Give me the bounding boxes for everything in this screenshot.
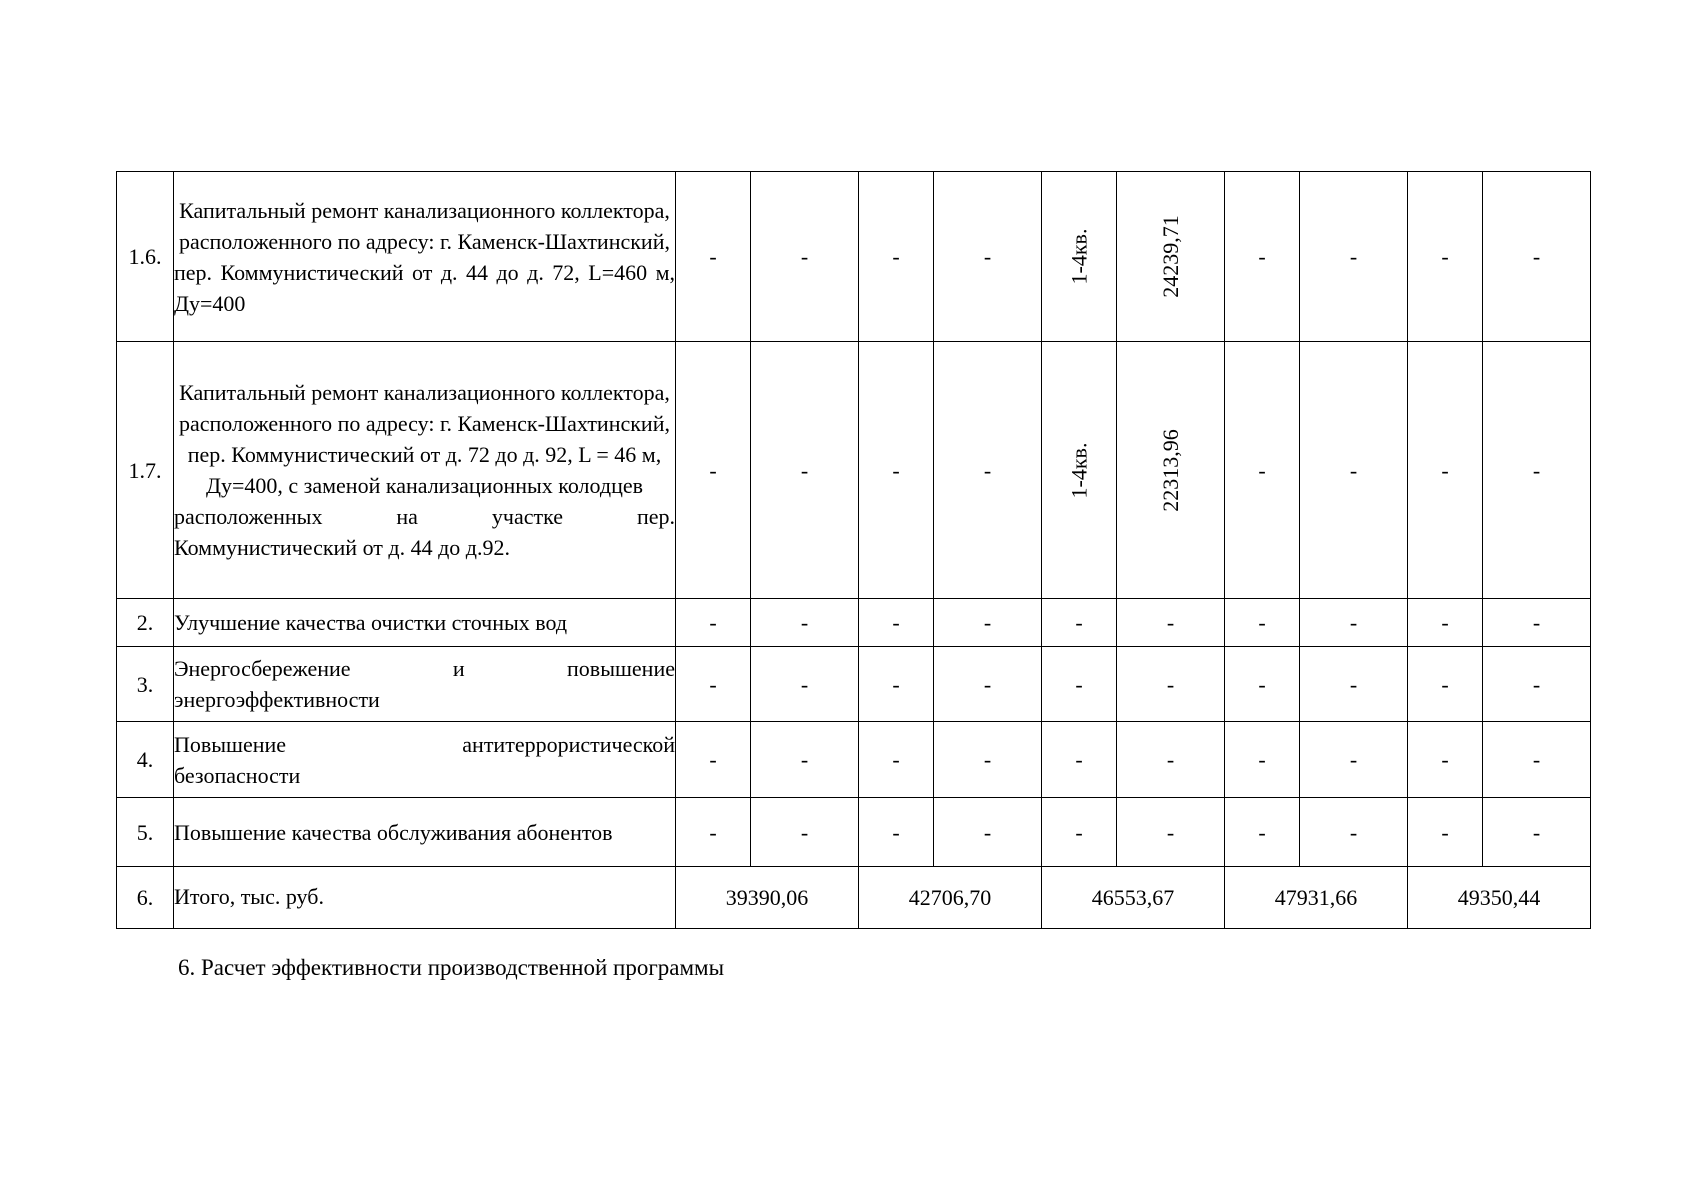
cell: - (934, 647, 1042, 722)
total-label: Итого, тыс. руб. (174, 867, 676, 929)
cell: - (859, 647, 934, 722)
cell: - (676, 599, 751, 647)
row-number: 4. (117, 722, 174, 798)
cell: - (1117, 647, 1225, 722)
cell: - (1483, 172, 1591, 342)
total-value: 42706,70 (859, 867, 1042, 929)
cell: - (751, 172, 859, 342)
cell: - (1117, 798, 1225, 867)
row-description: Капитальный ремонт канализационного коллектора, расположенного по адресу: г. Каменск-Шахтинский, пер. Коммунистический от д. 44 до д. 72, L=460 м, Ду=400 (174, 172, 676, 342)
cell: - (751, 722, 859, 798)
cell: - (1225, 172, 1300, 342)
program-table (116, 171, 1591, 929)
cell: - (1042, 647, 1117, 722)
table-row (117, 342, 1591, 599)
cell: - (934, 342, 1042, 599)
cell: - (1483, 342, 1591, 599)
cell: - (934, 722, 1042, 798)
cell: - (1225, 798, 1300, 867)
cell: - (676, 722, 751, 798)
cell-amount: 24239,71 (1117, 172, 1225, 342)
total-value: 49350,44 (1408, 867, 1591, 929)
cell: - (676, 647, 751, 722)
cell: - (1300, 722, 1408, 798)
cell: - (859, 342, 934, 599)
cell: - (859, 172, 934, 342)
cell: - (1117, 599, 1225, 647)
row-description: Повышение качества обслуживания абонентов (174, 798, 676, 867)
cell: - (1300, 647, 1408, 722)
total-value: 39390,06 (676, 867, 859, 929)
cell: - (1483, 599, 1591, 647)
row-number: 1.6. (117, 172, 174, 342)
cell: - (676, 798, 751, 867)
row-number: 2. (117, 599, 174, 647)
cell: - (751, 647, 859, 722)
cell: - (1483, 647, 1591, 722)
cell: - (751, 342, 859, 599)
cell: - (1225, 647, 1300, 722)
table-row (117, 647, 1591, 722)
cell-amount: 22313,96 (1117, 342, 1225, 599)
cell: - (1300, 172, 1408, 342)
cell: - (1225, 599, 1300, 647)
cell: - (1408, 798, 1483, 867)
row-number: 1.7. (117, 342, 174, 599)
cell-quarter: 1-4кв. (1042, 172, 1117, 342)
cell: - (1408, 647, 1483, 722)
cell: - (1408, 172, 1483, 342)
row-description: Повышение антитеррористической безопасности (174, 722, 676, 798)
cell: - (1042, 599, 1117, 647)
cell: - (1225, 722, 1300, 798)
row-number: 6. (117, 867, 174, 929)
cell: - (1408, 722, 1483, 798)
cell: - (676, 172, 751, 342)
cell-quarter: 1-4кв. (1042, 342, 1117, 599)
cell: - (934, 599, 1042, 647)
cell: - (1408, 599, 1483, 647)
cell: - (1483, 798, 1591, 867)
cell: - (1225, 342, 1300, 599)
cell: - (1117, 722, 1225, 798)
row-number: 3. (117, 647, 174, 722)
cell: - (859, 798, 934, 867)
cell: - (751, 599, 859, 647)
cell: - (676, 342, 751, 599)
row-description: Капитальный ремонт канализационного коллектора, расположенного по адресу: г. Каменск-Шахтинский, пер. Коммунистический от д. 72 до д. 92, L = 46 м, Ду=400, с заменой канализационных колодцев расположенных на участке пер. Коммунистический от д. 44 до д.92. (174, 342, 676, 599)
cell: - (1483, 722, 1591, 798)
row-description: Энергосбережение и повышение энергоэффективности (174, 647, 676, 722)
cell: - (1300, 599, 1408, 647)
cell: - (1042, 798, 1117, 867)
cell: - (859, 599, 934, 647)
row-description: Улучшение качества очистки сточных вод (174, 599, 676, 647)
cell: - (934, 172, 1042, 342)
total-value: 47931,66 (1225, 867, 1408, 929)
total-value: 46553,67 (1042, 867, 1225, 929)
table-row (117, 722, 1591, 798)
total-row (117, 867, 1591, 929)
cell: - (1408, 342, 1483, 599)
section-heading: 6. Расчет эффективности производственной программы (178, 955, 725, 980)
table-row (117, 172, 1591, 342)
cell: - (1300, 342, 1408, 599)
table-row (117, 798, 1591, 867)
cell: - (1042, 722, 1117, 798)
table-row (117, 599, 1591, 647)
row-number: 5. (117, 798, 174, 867)
cell: - (859, 722, 934, 798)
cell: - (934, 798, 1042, 867)
cell: - (751, 798, 859, 867)
cell: - (1300, 798, 1408, 867)
